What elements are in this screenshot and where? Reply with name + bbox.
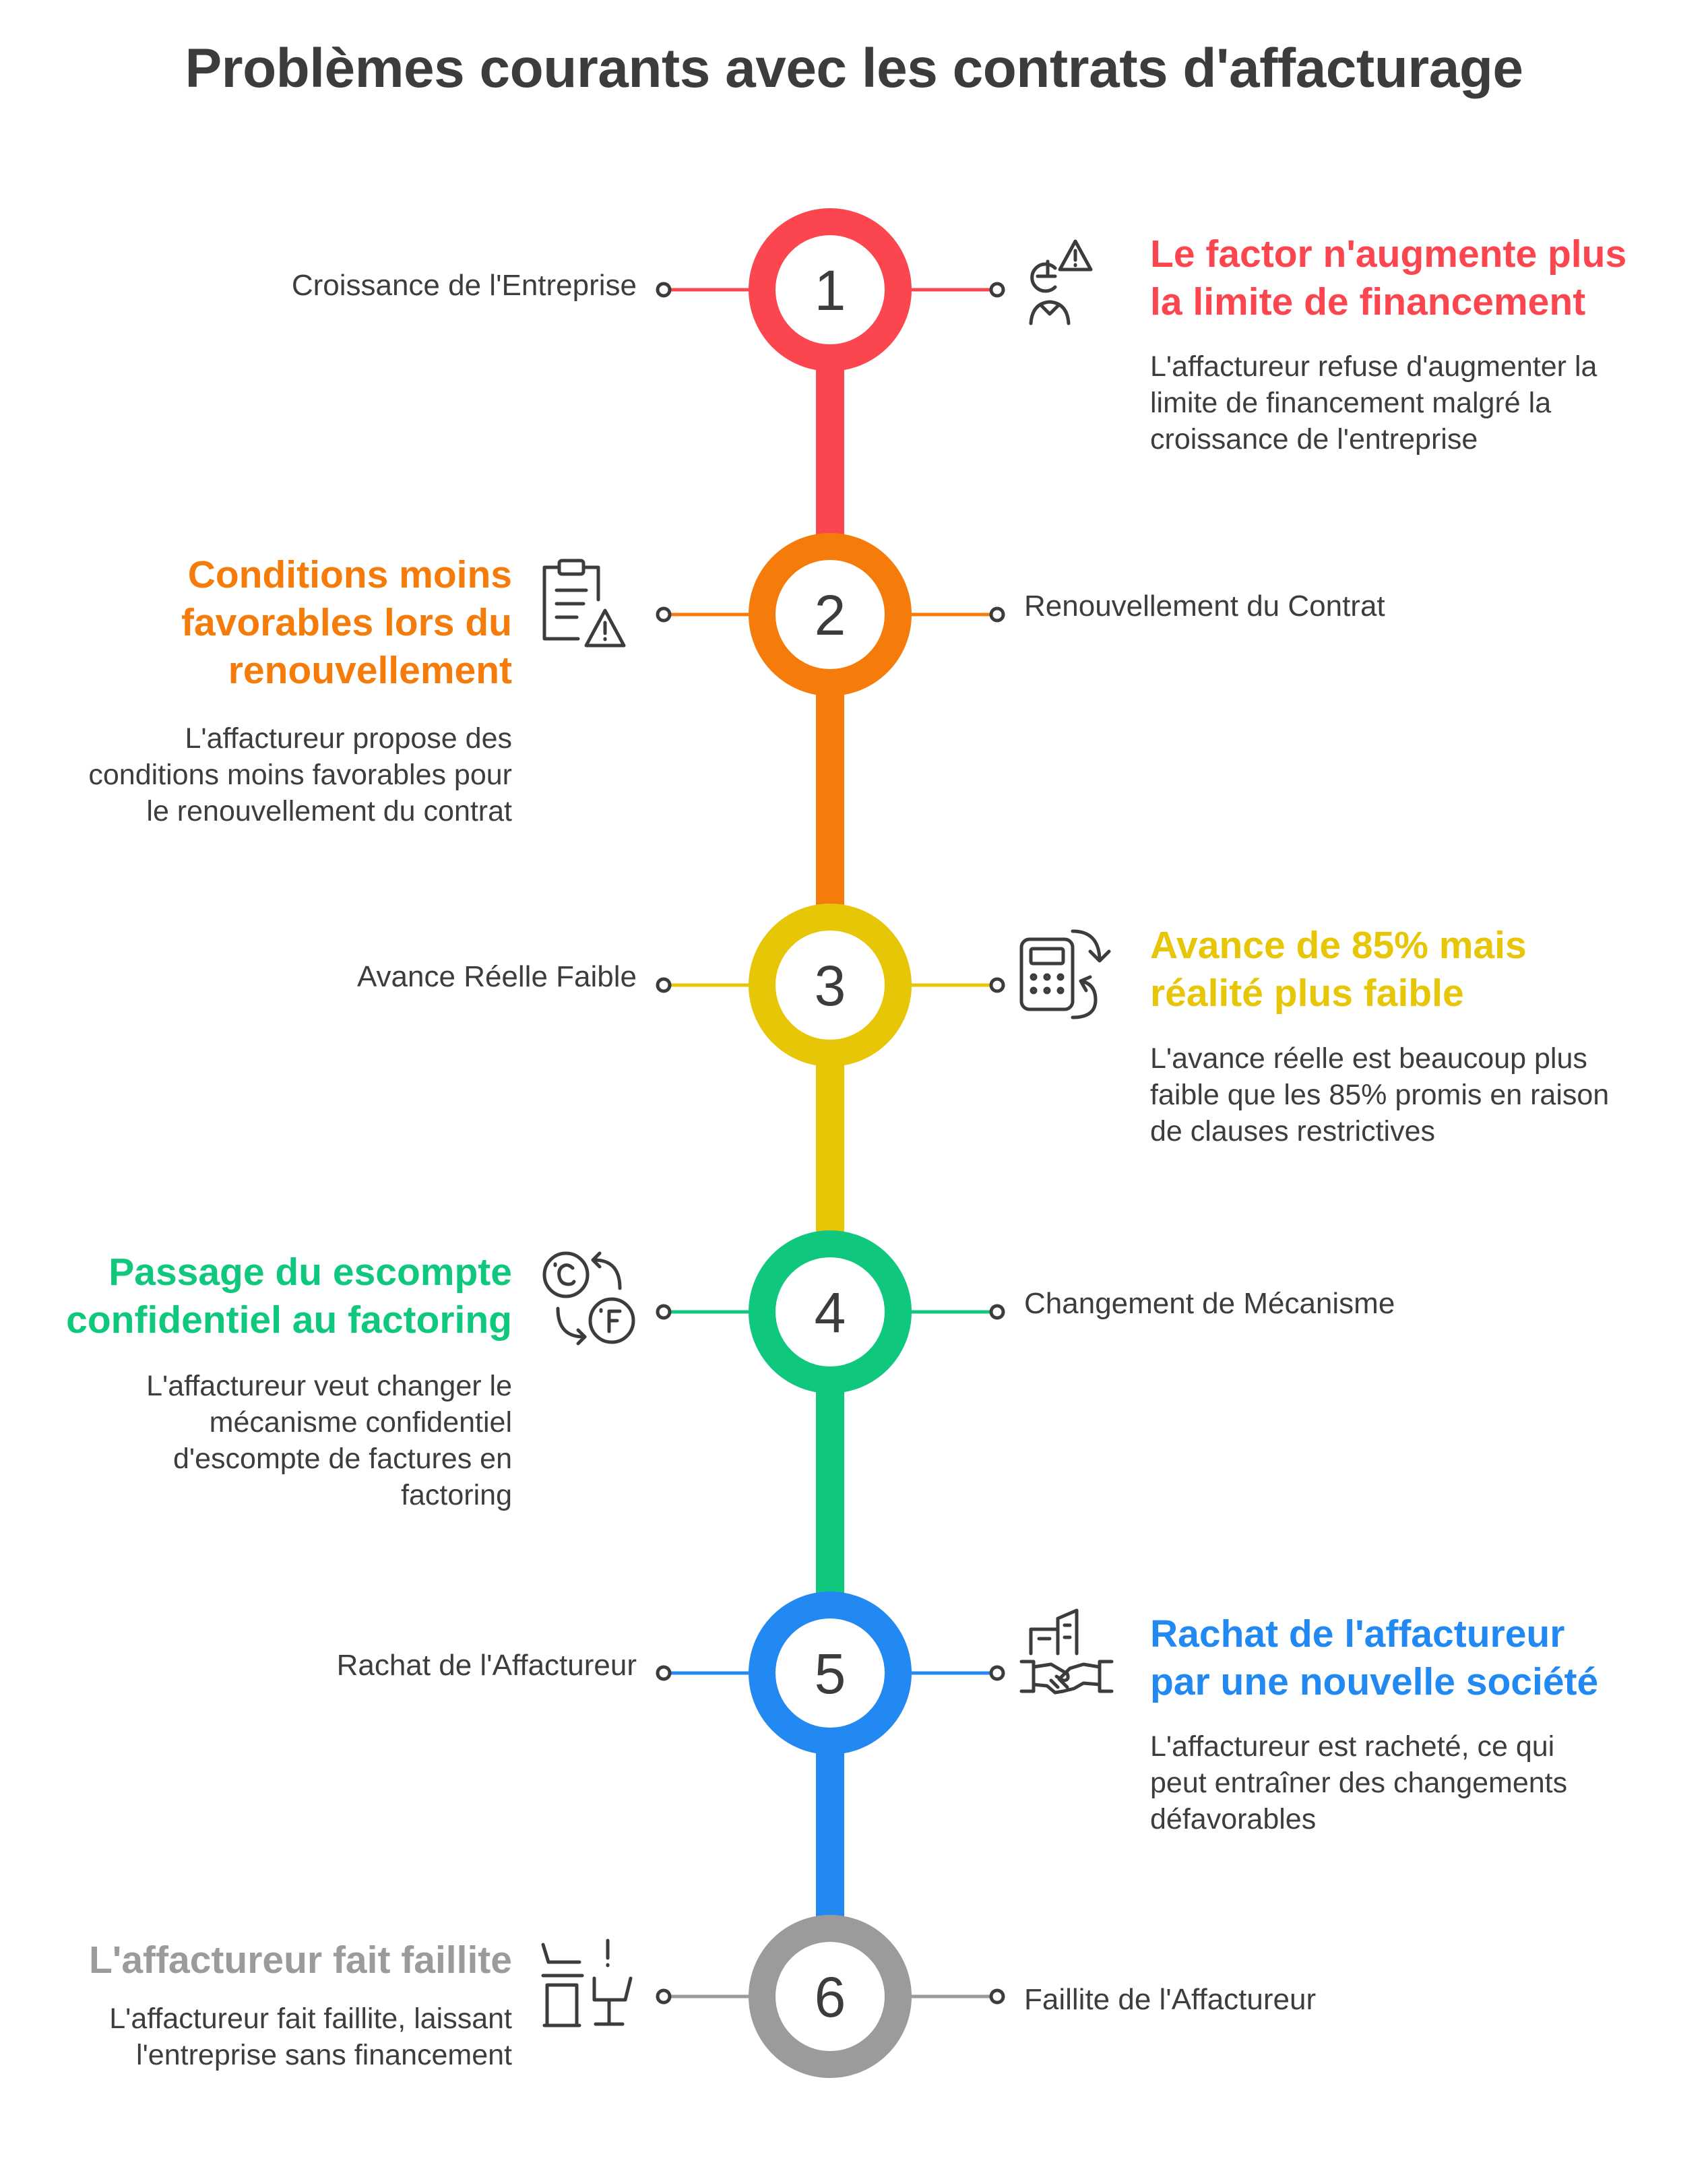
step-4-desc-line: mécanisme confidentiel	[209, 1406, 512, 1439]
connector-dot-right	[991, 284, 1003, 296]
connector-dot-left	[658, 608, 670, 621]
step-3-label: Avance Réelle Faible	[357, 960, 637, 993]
step-2-label: Renouvellement du Contrat	[1024, 590, 1385, 623]
step-1-description	[1150, 348, 1597, 458]
step-4-label: Changement de Mécanisme	[1024, 1287, 1395, 1320]
step-5-desc-line: défavorables	[1150, 1803, 1317, 1835]
step-3-title-line: Avance de 85% mais	[1150, 924, 1527, 967]
building-handshake-icon	[1016, 1605, 1117, 1706]
step-1-desc-line: L'affactureur refuse d'augmenter la	[1150, 350, 1598, 383]
clipboard-warning-icon	[539, 553, 640, 654]
step-3-title-line: réalité plus faible	[1150, 972, 1464, 1015]
step-2-number: 2	[814, 584, 846, 647]
step-2-desc-line: conditions moins favorables pour	[88, 759, 512, 791]
step-3-desc-line: L'avance réelle est beaucoup plus	[1150, 1042, 1587, 1075]
step-6-number: 6	[814, 1965, 846, 2029]
currency-exchange-icon	[539, 1248, 640, 1349]
step-4-title-line: Passage du escompte	[108, 1251, 512, 1294]
step-6-title	[89, 1936, 512, 1984]
connector-dot-right	[991, 979, 1003, 991]
step-2-title-line: renouvellement	[228, 649, 512, 692]
step-3-desc-line: faible que les 85% promis en raison	[1150, 1079, 1610, 1111]
connector-dot-left	[658, 284, 670, 296]
connector-dot-right	[991, 1990, 1003, 2003]
step-4-title	[66, 1249, 512, 1344]
step-1-label: Croissance de l'Entreprise	[291, 269, 637, 302]
step-5-number: 5	[814, 1642, 846, 1705]
calculator-cycle-icon	[1016, 924, 1117, 1026]
connector-dot-left	[658, 1667, 670, 1679]
step-4-desc-line: L'affactureur veut changer le	[146, 1370, 512, 1402]
step-3-title	[1150, 922, 1527, 1017]
step-5-desc-line: peut entraîner des changements	[1150, 1767, 1568, 1799]
step-4-desc-line: factoring	[401, 1479, 512, 1511]
connector-dot-right	[991, 608, 1003, 621]
step-3-number: 3	[814, 954, 846, 1017]
timeline-segment	[816, 683, 844, 917]
step-1-title	[1150, 230, 1626, 326]
timeline-segment	[816, 358, 844, 546]
step-2-title	[181, 551, 512, 695]
step-5-desc-line: L'affactureur est racheté, ce qui	[1150, 1730, 1555, 1763]
step-1-desc-line: croissance de l'entreprise	[1150, 423, 1478, 455]
step-2-description	[88, 720, 512, 829]
growth-warning-icon	[1016, 229, 1117, 330]
step-6-desc-line: L'affactureur fait faillite, laissant	[109, 2003, 512, 2035]
page-title: Problèmes courants avec les contrats d'affacturage	[185, 38, 1523, 99]
step-6-label: Faillite de l'Affactureur	[1024, 1983, 1317, 2016]
step-4-number: 4	[814, 1281, 846, 1344]
step-5-label: Rachat de l'Affactureur	[336, 1649, 637, 1682]
step-1-title-line: Le factor n'augmente plus	[1150, 232, 1627, 276]
step-2-title-line: favorables lors du	[181, 601, 512, 644]
step-3-description	[1150, 1040, 1609, 1150]
step-5-description	[1150, 1728, 1567, 1837]
timeline-segment	[816, 1741, 844, 1928]
step-2-desc-line: le renouvellement du contrat	[146, 795, 512, 827]
step-3-desc-line: de clauses restrictives	[1150, 1115, 1435, 1147]
connector-dot-left	[658, 1306, 670, 1318]
step-5-title-line: par une nouvelle société	[1150, 1660, 1599, 1703]
connector-dot-left	[658, 1990, 670, 2003]
empty-office-icon	[539, 1935, 640, 2036]
step-1-title-line: la limite de financement	[1150, 280, 1586, 323]
step-4-description	[146, 1368, 512, 1513]
step-6-description	[109, 2001, 512, 2073]
step-5-title	[1150, 1610, 1598, 1706]
step-5-title-line: Rachat de l'affactureur	[1150, 1612, 1565, 1656]
step-1-number: 1	[814, 259, 846, 322]
step-1-desc-line: limite de financement malgré la	[1150, 387, 1552, 419]
timeline-segment	[816, 1380, 844, 1605]
step-2-title-line: Conditions moins	[187, 553, 512, 596]
step-4-desc-line: d'escompte de factures en	[172, 1443, 512, 1475]
step-6-desc-line: l'entreprise sans financement	[136, 2039, 512, 2071]
step-4-title-line: confidentiel au factoring	[66, 1298, 512, 1342]
step-2-desc-line: L'affactureur propose des	[185, 722, 512, 755]
step-6-title-line: L'affactureur fait faillite	[88, 1939, 512, 1982]
connector-dot-right	[991, 1306, 1003, 1318]
connector-dot-left	[658, 979, 670, 991]
timeline-segment	[816, 1053, 844, 1244]
connector-dot-right	[991, 1667, 1003, 1679]
